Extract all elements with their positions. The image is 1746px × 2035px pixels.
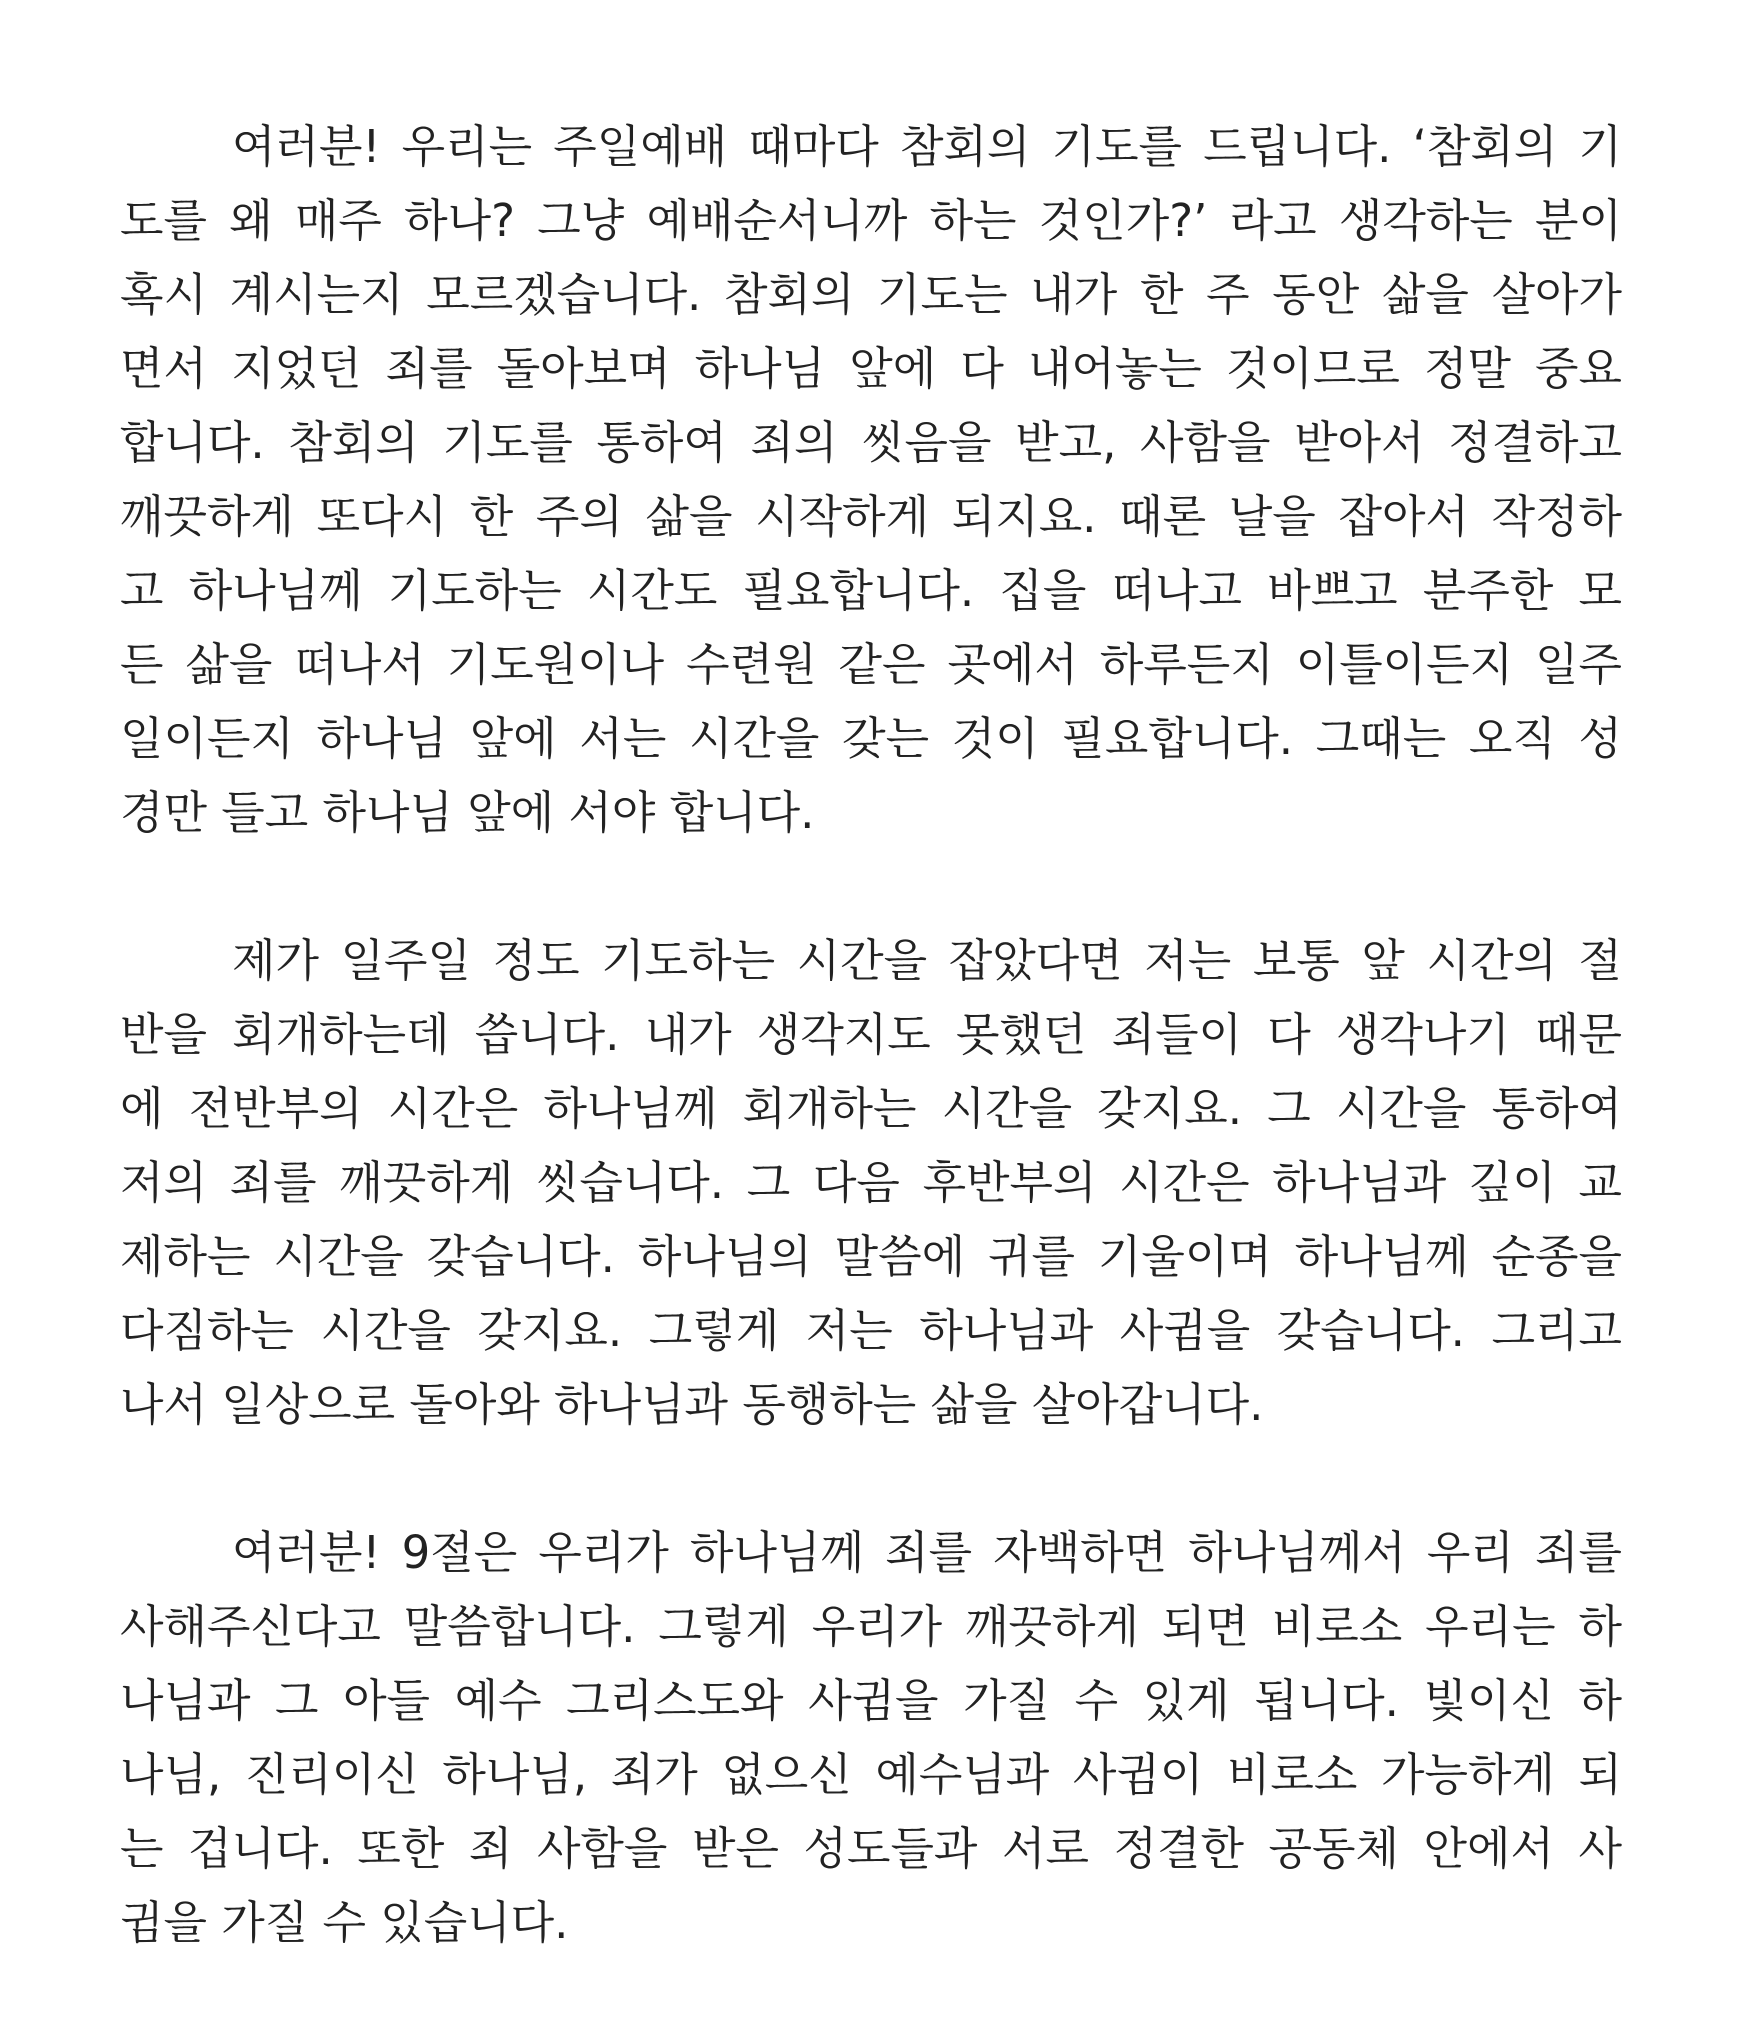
paragraph-3 — [120, 1516, 1622, 1960]
text-line: 사해주신다고 말씀합니다. 그렇게 우리가 깨끗하게 되면 비로소 우리는 하 — [120, 1600, 1622, 1653]
text-line: 제가 일주일 정도 기도하는 시간을 잡았다면 저는 보통 앞 시간의 절 — [232, 934, 1622, 987]
text-line: 든 삶을 떠나서 기도원이나 수련원 같은 곳에서 하루든지 이틀이든지 일주 — [120, 638, 1622, 691]
text-line: 나님과 그 아들 예수 그리스도와 사귐을 가질 수 있게 됩니다. 빛이신 하 — [120, 1674, 1622, 1727]
text-line: 합니다. 참회의 기도를 통하여 죄의 씻음을 받고, 사함을 받아서 정결하고 — [120, 416, 1622, 469]
paragraph-1 — [120, 110, 1622, 850]
text-line: 일이든지 하나님 앞에 서는 시간을 갖는 것이 필요합니다. 그때는 오직 성 — [120, 712, 1622, 765]
document-page — [120, 110, 1622, 2034]
text-line: 반을 회개하는데 씁니다. 내가 생각지도 못했던 죄들이 다 생각나기 때문 — [120, 1008, 1622, 1061]
text-line: 나서 일상으로 돌아와 하나님과 동행하는 삶을 살아갑니다. — [120, 1378, 1264, 1431]
text-line: 는 겁니다. 또한 죄 사함을 받은 성도들과 서로 정결한 공동체 안에서 사 — [120, 1822, 1622, 1875]
text-line: 나님, 진리이신 하나님, 죄가 없으신 예수님과 사귐이 비로소 가능하게 되 — [120, 1748, 1622, 1801]
text-line: 도를 왜 매주 하나? 그냥 예배순서니까 하는 것인가?’ 라고 생각하는 분이 — [120, 194, 1622, 247]
text-line: 경만 들고 하나님 앞에 서야 합니다. — [120, 786, 815, 839]
text-line: 귐을 가질 수 있습니다. — [120, 1896, 569, 1949]
text-line: 저의 죄를 깨끗하게 씻습니다. 그 다음 후반부의 시간은 하나님과 깊이 교 — [120, 1156, 1622, 1209]
text-line: 고 하나님께 기도하는 시간도 필요합니다. 집을 떠나고 바쁘고 분주한 모 — [120, 564, 1622, 617]
paragraph-2 — [120, 924, 1622, 1442]
text-line: 다짐하는 시간을 갖지요. 그렇게 저는 하나님과 사귐을 갖습니다. 그리고 — [120, 1304, 1622, 1357]
text-line: 깨끗하게 또다시 한 주의 삶을 시작하게 되지요. 때론 날을 잡아서 작정하 — [120, 490, 1622, 543]
text-line: 여러분! 우리는 주일예배 때마다 참회의 기도를 드립니다. ‘참회의 기 — [232, 120, 1622, 173]
text-line: 제하는 시간을 갖습니다. 하나님의 말씀에 귀를 기울이며 하나님께 순종을 — [120, 1230, 1622, 1283]
text-line: 혹시 계시는지 모르겠습니다. 참회의 기도는 내가 한 주 동안 삶을 살아가 — [120, 268, 1622, 321]
text-line: 면서 지었던 죄를 돌아보며 하나님 앞에 다 내어놓는 것이므로 정말 중요 — [120, 342, 1622, 395]
text-line: 여러분! 9절은 우리가 하나님께 죄를 자백하면 하나님께서 우리 죄를 — [232, 1526, 1622, 1579]
text-line: 에 전반부의 시간은 하나님께 회개하는 시간을 갖지요. 그 시간을 통하여 — [120, 1082, 1622, 1135]
